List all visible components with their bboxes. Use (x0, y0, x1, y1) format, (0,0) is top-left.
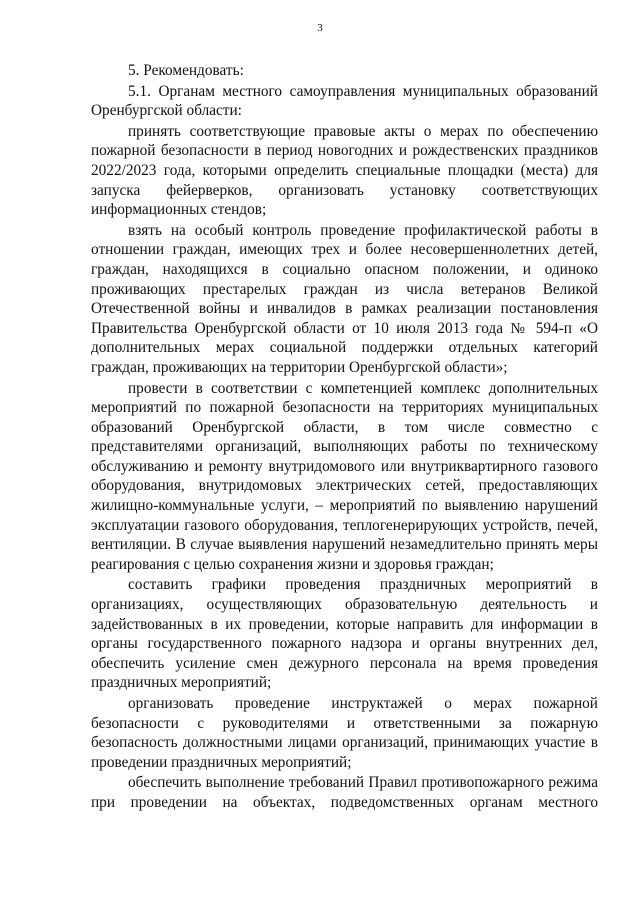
document-body (91, 61, 598, 814)
paragraph-prevention-control: взять на особый контроль проведение профилактической работы в отношении граждан, имеющих трех и более несовершеннолетних детей, граждан, находящихся в социально опасном положении, и одиноко проживающих престарелых граждан из числа ветеранов Великой Отечественной войны и инвалидов в рамках реализации постановления Правительства Оренбургской области от 10 июля 2013 года № 594-п «О дополнительных мерах социальной поддержки отдельных категорий граждан, проживающих на территории Оренбургской области»; (91, 221, 598, 376)
paragraph-briefings: организовать проведение инструктажей о мерах пожарной безопасности с руководителями и ответственными за пожарную безопасность должностными лицами организаций, принимающих участие в проведении праздничных мероприятий; (91, 695, 598, 771)
paragraph-additional-measures: провести в соответствии с компетенцией комплекс дополнительных мероприятий по пожарной безопасности на территориях муниципальных образований Оренбургской области, в том числе совместно с представителями организаций, выполняющих работы по техническому обслуживанию и ремонту внутридомового или внутриквартирного газового оборудования, внутридомовых электрических сетей, предоставляющих жилищно-коммунальные услуги, – мероприятий по выявлению нарушений эксплуатации газового оборудования, теплогенерирующих устройств, печей, вентиляции. В случае выявления нарушений незамедлительно принять меры реагирования с целью сохранения жизни и здоровья граждан; (91, 379, 598, 573)
paragraph-event-schedules: составить графики проведения праздничных мероприятий в организациях, осуществляющих образовательную деятельность и задействованных в их проведении, которые направить для информации в органы государственного пожарного надзора и органы внутренних дел, обеспечить усиление смен дежурного персонала на время проведения праздничных мероприятий; (91, 576, 598, 692)
page-number: 3 (317, 22, 323, 34)
paragraph-legal-acts: принять соответствующие правовые акты о мерах по обеспечению пожарной безопасности в период новогодних и рождественских праздников 2022/2023 года, которыми определить специальные площадки (места) для запуска фейерверков, организовать установку соответствующих информационных стендов; (91, 122, 598, 219)
paragraph-fire-rules: обеспечить выполнение требований Правил противопожарного режима при проведении на объектах, подведомственных органам местного (91, 774, 598, 811)
paragraph-recommend-heading: 5. Рекомендовать: (128, 62, 244, 79)
paragraph-5-1: 5.1. Органам местного самоуправления муниципальных образований Оренбургской области: (91, 82, 598, 120)
